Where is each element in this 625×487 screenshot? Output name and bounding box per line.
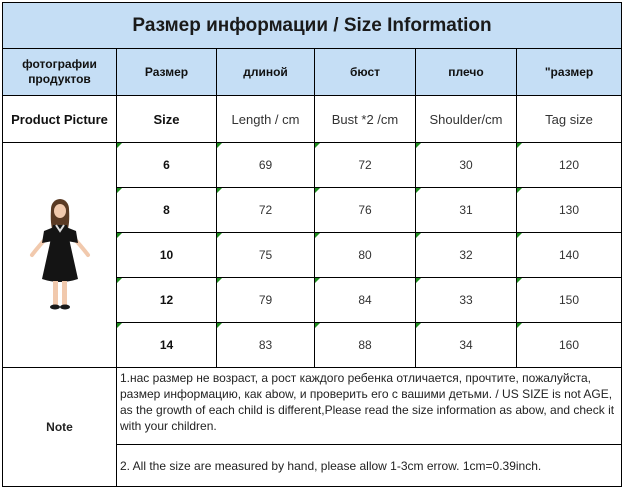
size-value: 12 [117, 278, 217, 323]
shoulder-value: 33 [416, 278, 517, 323]
size-table [2, 2, 622, 487]
tag-value: 120 [517, 143, 622, 188]
header-ru-shoulder: плечо [416, 49, 517, 96]
header-ru-picture: фотографии продуктов [3, 49, 117, 96]
title-row [3, 3, 622, 49]
header-en-tag: Tag size [517, 96, 622, 143]
note-text-1: 1.нас размер не возраст, а рост каждого ребенка отличается, прочтите, пожалуйста, размер информацию, как abow, и проверить его с вашими детьми. / US SIZE is not AGE, as the growth of each child is different,Please read the size information as abow, and check it with your children. [117, 368, 622, 445]
shoulder-value: 32 [416, 233, 517, 278]
length-value: 69 [217, 143, 315, 188]
length-value: 83 [217, 323, 315, 368]
product-photo [20, 195, 100, 315]
header-ru-tag: "размер [517, 49, 622, 96]
bust-value: 84 [315, 278, 416, 323]
shoulder-value: 30 [416, 143, 517, 188]
tag-value: 140 [517, 233, 622, 278]
bust-value: 80 [315, 233, 416, 278]
note-row-1 [3, 368, 622, 445]
size-value: 10 [117, 233, 217, 278]
bust-value: 76 [315, 188, 416, 233]
product-photo-cell [3, 143, 117, 368]
table-title: Размер информации / Size Information [3, 3, 622, 49]
bust-value: 72 [315, 143, 416, 188]
length-value: 72 [217, 188, 315, 233]
length-value: 75 [217, 233, 315, 278]
shoulder-value: 34 [416, 323, 517, 368]
header-row-ru [3, 49, 622, 96]
header-ru-size: Размер [117, 49, 217, 96]
header-en-length: Length / cm [217, 96, 315, 143]
header-row-en [3, 96, 622, 143]
note-text-2: 2. All the size are measured by hand, please allow 1-3cm errow. 1cm=0.39inch. [117, 445, 622, 487]
header-ru-length: длиной [217, 49, 315, 96]
shoulder-value: 31 [416, 188, 517, 233]
header-ru-bust: бюст [315, 49, 416, 96]
table-row [3, 143, 622, 188]
header-en-picture: Product Picture [3, 96, 117, 143]
header-en-bust: Bust *2 /cm [315, 96, 416, 143]
tag-value: 130 [517, 188, 622, 233]
length-value: 79 [217, 278, 315, 323]
header-en-size: Size [117, 96, 217, 143]
bust-value: 88 [315, 323, 416, 368]
tag-value: 150 [517, 278, 622, 323]
size-value: 6 [117, 143, 217, 188]
tag-value: 160 [517, 323, 622, 368]
size-value: 8 [117, 188, 217, 233]
header-en-shoulder: Shoulder/cm [416, 96, 517, 143]
size-value: 14 [117, 323, 217, 368]
note-label: Note [3, 368, 117, 487]
